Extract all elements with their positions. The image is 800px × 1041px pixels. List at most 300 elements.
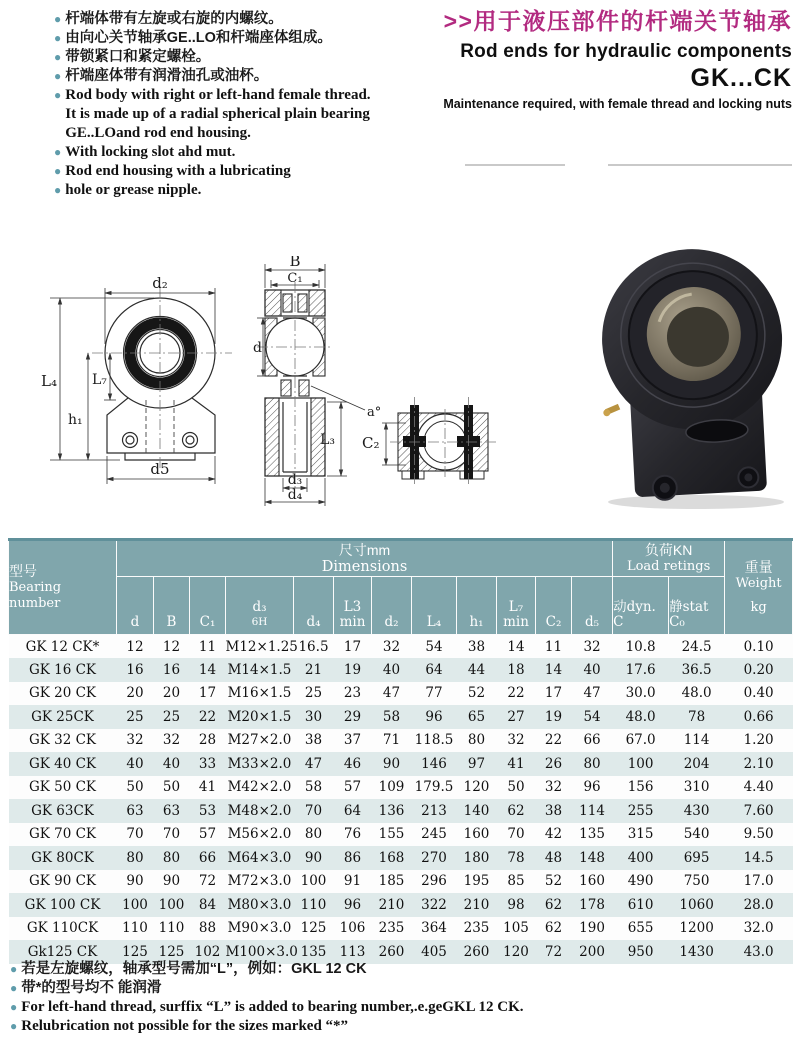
value-cell: 270 [421, 849, 447, 866]
bearing-number-cell: GK 20 CK [28, 685, 97, 702]
intro-bullet [54, 162, 384, 181]
value-cell: 41 [198, 779, 217, 796]
value-cell: 58 [304, 779, 323, 796]
value-cell: 20 [126, 685, 144, 702]
table-row [9, 776, 793, 800]
value-cell: 185 [378, 873, 405, 890]
value-cell: 23 [343, 685, 362, 702]
value-cell: 260 [463, 943, 490, 960]
value-cell: 260 [378, 943, 405, 960]
value-cell: 17.0 [743, 873, 774, 890]
value-cell: 32 [507, 732, 525, 749]
value-cell: 1200 [679, 920, 714, 937]
value-cell: 11 [198, 638, 217, 655]
value-cell: 235 [378, 920, 405, 937]
dim-label-d2: d₂ [152, 274, 168, 292]
value-cell: 91 [343, 873, 362, 890]
bullet-dot-icon: ● [54, 183, 62, 197]
value-cell: 26 [544, 755, 563, 772]
value-cell: 40 [126, 755, 144, 772]
value-cell: 80 [583, 755, 601, 772]
value-cell: 84 [198, 896, 217, 913]
bullet-dot-icon: ● [54, 12, 62, 26]
intro-bullet [54, 105, 384, 124]
value-cell: 105 [503, 920, 529, 937]
footnote-text: 带*的型号均不 能润滑 [21, 980, 162, 996]
bullet-dot-icon: ● [54, 50, 62, 64]
top-view-drawing [360, 383, 500, 501]
value-cell: 0.40 [743, 685, 774, 702]
intro-bullet-text: GE..LOand rod end housing. [65, 125, 251, 141]
value-cell: 65 [467, 708, 486, 725]
value-cell: 90 [304, 849, 323, 866]
bullet-dot-icon: ● [10, 981, 18, 995]
value-cell: 204 [683, 755, 710, 772]
value-cell: 4.40 [743, 779, 774, 796]
value-cell: 310 [683, 779, 710, 796]
bullet-dot-icon: ● [54, 31, 62, 45]
value-cell: 63 [126, 802, 144, 819]
value-cell: 405 [421, 943, 447, 960]
bullet-dot-icon: ● [54, 145, 62, 159]
column-header: L₇ min [497, 577, 536, 635]
footnote [10, 960, 650, 979]
intro-list [54, 10, 384, 200]
column-header: L₄ [412, 577, 457, 635]
value-cell: 102 [194, 943, 221, 960]
value-cell: 64 [343, 802, 362, 819]
value-cell: 30 [304, 708, 323, 725]
intro-bullet [54, 10, 384, 29]
bearing-number-cell: GK 32 CK [28, 732, 97, 749]
value-cell: 70 [304, 802, 323, 819]
bearing-number-cell: GK 100 CK [24, 896, 101, 913]
value-cell: 33 [198, 755, 217, 772]
value-cell: 32 [126, 732, 144, 749]
value-cell: 25 [304, 685, 323, 702]
value-cell: M48×2.0 [227, 802, 292, 819]
column-header: d₅ [572, 577, 613, 635]
value-cell: M14×1.5 [227, 661, 292, 678]
value-cell: 21 [304, 661, 323, 678]
column-header: d₃ 6H [226, 577, 294, 635]
value-cell: 90 [126, 873, 144, 890]
bullet-dot-icon: ● [54, 69, 62, 83]
value-cell: 18 [507, 661, 525, 678]
value-cell: 125 [122, 943, 148, 960]
value-cell: 80 [304, 826, 323, 843]
value-cell: M20×1.5 [227, 708, 292, 725]
table-row [9, 846, 793, 870]
value-cell: 70 [162, 826, 181, 843]
value-cell: 106 [339, 920, 366, 937]
intro-bullet [54, 86, 384, 105]
value-cell: 0.10 [743, 638, 774, 655]
bearing-number-cell: GK 50 CK [28, 779, 97, 796]
intro-bullet [54, 143, 384, 162]
value-cell: M100×3.0 [225, 943, 298, 960]
value-cell: 146 [421, 755, 447, 772]
value-cell: 430 [683, 802, 710, 819]
dim-label-d: d [253, 340, 262, 356]
intro-bullet-text: It is made up of a radial spherical plain bearing [65, 106, 370, 122]
model-designation: GK...CK [690, 64, 792, 92]
footnote-text: Relubrication not possible for the sizes marked “*” [21, 1018, 349, 1034]
value-cell: 245 [421, 826, 447, 843]
dim-label-d3: d₃ [287, 472, 303, 488]
value-cell: 296 [421, 873, 447, 890]
value-cell: 19 [343, 661, 362, 678]
value-cell: 77 [425, 685, 443, 702]
value-cell: 44 [467, 661, 486, 678]
table-row [9, 917, 793, 941]
value-cell: 14 [544, 661, 563, 678]
value-cell: 88 [198, 920, 217, 937]
value-cell: 25 [126, 708, 144, 725]
value-cell: 315 [627, 826, 654, 843]
value-cell: 210 [463, 896, 490, 913]
table-row [9, 682, 793, 706]
column-header: B [154, 577, 190, 635]
column-header: C₂ [536, 577, 572, 635]
intro-bullet [54, 29, 384, 48]
value-cell: M33×2.0 [227, 755, 292, 772]
bearing-number-header: 型号 Bearing number [9, 540, 117, 635]
value-cell: 86 [343, 849, 362, 866]
bearing-number-cell: GK 40 CK [28, 755, 97, 772]
column-header: d [117, 577, 154, 635]
value-cell: 67.0 [625, 732, 656, 749]
value-cell: 30.0 [625, 685, 656, 702]
value-cell: 178 [579, 896, 605, 913]
value-cell: 11 [544, 638, 563, 655]
footnote [10, 1017, 650, 1036]
intro-bullet [54, 67, 384, 86]
value-cell: 148 [579, 849, 605, 866]
value-cell: 90 [382, 755, 401, 772]
dim-label-B: B [289, 256, 301, 270]
value-cell: 48.0 [681, 685, 712, 702]
value-cell: 1430 [679, 943, 714, 960]
notes-list [10, 960, 650, 1036]
value-cell: 7.60 [743, 802, 774, 819]
value-cell: 53 [198, 802, 217, 819]
value-cell: 40 [583, 661, 601, 678]
value-cell: 16 [162, 661, 181, 678]
intro-bullet [54, 181, 384, 200]
dim-label-C1: C₁ [287, 271, 303, 286]
value-cell: 100 [158, 896, 185, 913]
value-cell: 125 [158, 943, 185, 960]
value-cell: 100 [122, 896, 148, 913]
value-cell: 322 [421, 896, 447, 913]
divider-line-right [608, 164, 792, 166]
value-cell: 96 [583, 779, 601, 796]
value-cell: 179.5 [414, 779, 454, 796]
table-row [9, 893, 793, 917]
table-row [9, 729, 793, 753]
intro-bullet-text: Rod end housing with a lubricating [65, 163, 291, 179]
intro-bullet-text: Rod body with right or left-hand female thread. [65, 87, 371, 103]
value-cell: 180 [463, 849, 490, 866]
value-cell: 32 [583, 638, 601, 655]
dim-label-L4: L₄ [41, 372, 57, 390]
value-cell: 20 [162, 685, 181, 702]
value-cell: 32.0 [743, 920, 774, 937]
value-cell: 50 [507, 779, 525, 796]
value-cell: 12 [162, 638, 181, 655]
bearing-number-cell: GK 16 CK [28, 661, 97, 678]
value-cell: 114 [683, 732, 710, 749]
value-cell: 63 [162, 802, 181, 819]
value-cell: 47 [583, 685, 601, 702]
value-cell: 210 [378, 896, 405, 913]
value-cell: 16 [126, 661, 144, 678]
value-cell: 156 [627, 779, 654, 796]
value-cell: 58 [382, 708, 401, 725]
value-cell: 76 [343, 826, 362, 843]
value-cell: 16.5 [298, 638, 329, 655]
value-cell: 110 [122, 920, 148, 937]
value-cell: 114 [579, 802, 605, 819]
table-subheader-row [9, 577, 793, 635]
value-cell: 29 [343, 708, 362, 725]
value-cell: 195 [463, 873, 490, 890]
bearing-number-cell: GK 63CK [31, 802, 94, 819]
value-cell: 540 [683, 826, 710, 843]
value-cell: 98 [507, 896, 525, 913]
dim-label-d4: d₄ [287, 487, 303, 503]
value-cell: 57 [343, 779, 362, 796]
value-cell: 12 [126, 638, 144, 655]
footnote [10, 979, 650, 998]
value-cell: 80 [126, 849, 144, 866]
value-cell: 100 [300, 873, 327, 890]
value-cell: 655 [627, 920, 654, 937]
value-cell: 22 [198, 708, 217, 725]
table-row [9, 823, 793, 847]
value-cell: 28 [198, 732, 217, 749]
value-cell: 80 [162, 849, 181, 866]
intro-bullet-text: 带锁紧口和紧定螺栓。 [65, 49, 211, 65]
dim-label-a: a° [367, 405, 382, 420]
dim-label-d5: d5 [150, 460, 170, 478]
column-header: C₁ [190, 577, 226, 635]
value-cell: 38 [544, 802, 563, 819]
bullet-dot-icon: ● [54, 88, 62, 102]
value-cell: 43.0 [743, 943, 774, 960]
value-cell: 610 [627, 896, 654, 913]
bullet-dot-icon: ● [10, 1019, 18, 1033]
bullet-dot-icon: ● [10, 962, 18, 976]
value-cell: 38 [467, 638, 486, 655]
value-cell: 120 [463, 779, 490, 796]
bearing-number-cell: GK 25CK [31, 708, 94, 725]
value-cell: 37 [343, 732, 362, 749]
bearing-number-cell: GK 80CK [31, 849, 94, 866]
value-cell: 28.0 [743, 896, 774, 913]
column-header: L3 min [334, 577, 372, 635]
value-cell: 71 [382, 732, 401, 749]
value-cell: 14 [507, 638, 525, 655]
value-cell: M12×1.25 [225, 638, 298, 655]
value-cell: 160 [463, 826, 490, 843]
value-cell: 0.20 [743, 661, 774, 678]
bullet-dot-icon: ● [54, 164, 62, 178]
value-cell: 17 [198, 685, 217, 702]
value-cell: 27 [507, 708, 525, 725]
value-cell: 255 [627, 802, 654, 819]
value-cell: 0.66 [743, 708, 774, 725]
intro-bullet-text: With locking slot ahd mut. [65, 144, 236, 160]
value-cell: 52 [467, 685, 486, 702]
intro-bullet [54, 124, 384, 143]
value-cell: 32 [544, 779, 563, 796]
value-cell: 78 [688, 708, 706, 725]
value-cell: 22 [544, 732, 563, 749]
value-cell: 85 [507, 873, 525, 890]
value-cell: 200 [579, 943, 605, 960]
front-view-drawing [40, 258, 275, 503]
table-row [9, 752, 793, 776]
value-cell: 66 [583, 732, 601, 749]
value-cell: 48.0 [625, 708, 656, 725]
value-cell: 78 [507, 849, 525, 866]
value-cell: 400 [627, 849, 654, 866]
dimensions-header: 尺寸mm Dimensions [117, 540, 613, 577]
value-cell: 14.5 [743, 849, 774, 866]
value-cell: 42 [544, 826, 563, 843]
column-header: d₂ [372, 577, 412, 635]
value-cell: 46 [343, 755, 362, 772]
value-cell: 48 [544, 849, 563, 866]
value-cell: 24.5 [681, 638, 712, 655]
value-cell: 90 [162, 873, 181, 890]
value-cell: 96 [425, 708, 443, 725]
page-title-zh: >>用于液压部件的杆端关节轴承 [443, 8, 792, 34]
value-cell: 41 [507, 755, 525, 772]
dim-label-C2: C₂ [362, 434, 380, 452]
value-cell: 32 [382, 638, 401, 655]
value-cell: 1.20 [743, 732, 774, 749]
page-title-en: Rod ends for hydraulic components [460, 41, 792, 62]
value-cell: 64 [425, 661, 443, 678]
value-cell: M42×2.0 [227, 779, 292, 796]
value-cell: 50 [162, 779, 181, 796]
value-cell: 190 [579, 920, 605, 937]
bearing-number-cell: Gk125 CK [27, 943, 98, 960]
title-block [443, 8, 792, 111]
value-cell: 80 [467, 732, 486, 749]
column-header: 静stat C₀ [669, 577, 725, 635]
bearing-number-cell: GK 90 CK [28, 873, 97, 890]
value-cell: 140 [463, 802, 490, 819]
table-row [9, 635, 793, 659]
divider-line-left [465, 164, 565, 166]
value-cell: 1060 [679, 896, 714, 913]
value-cell: 118.5 [414, 732, 454, 749]
value-cell: 14 [198, 661, 217, 678]
intro-bullet-text: 由向心关节轴承GE..LO和杆端座体组成。 [65, 30, 332, 46]
value-cell: 54 [583, 708, 601, 725]
value-cell: M72×3.0 [227, 873, 292, 890]
value-cell: 110 [300, 896, 327, 913]
value-cell: 17 [343, 638, 362, 655]
value-cell: 155 [378, 826, 405, 843]
value-cell: M16×1.5 [227, 685, 292, 702]
spec-table [8, 538, 793, 964]
value-cell: 72 [544, 943, 563, 960]
table-row [9, 705, 793, 729]
value-cell: 40 [382, 661, 401, 678]
value-cell: 66 [198, 849, 217, 866]
value-cell: 136 [378, 802, 405, 819]
value-cell: 695 [683, 849, 710, 866]
value-cell: M80×3.0 [227, 896, 292, 913]
column-header: 动dyn. C [613, 577, 669, 635]
value-cell: 72 [198, 873, 217, 890]
footnote [10, 998, 650, 1017]
table-body [9, 635, 793, 964]
column-header: d₄ [294, 577, 334, 635]
value-cell: 100 [627, 755, 654, 772]
value-cell: 70 [507, 826, 525, 843]
value-cell: 19 [544, 708, 563, 725]
table-row [9, 799, 793, 823]
value-cell: 235 [463, 920, 490, 937]
value-cell: 32 [162, 732, 181, 749]
value-cell: 62 [507, 802, 525, 819]
value-cell: 47 [382, 685, 401, 702]
value-cell: 109 [378, 779, 405, 796]
value-cell: 38 [304, 732, 323, 749]
value-cell: 97 [467, 755, 486, 772]
value-cell: 364 [421, 920, 447, 937]
intro-bullet [54, 48, 384, 67]
value-cell: 54 [425, 638, 443, 655]
value-cell: M56×2.0 [227, 826, 292, 843]
load-ratings-header: 负荷KN Load retings [613, 540, 725, 577]
value-cell: 47 [304, 755, 323, 772]
value-cell: 9.50 [743, 826, 774, 843]
value-cell: 96 [343, 896, 362, 913]
value-cell: 62 [544, 920, 563, 937]
value-cell: M90×3.0 [227, 920, 292, 937]
value-cell: 36.5 [681, 661, 712, 678]
value-cell: 2.10 [743, 755, 774, 772]
value-cell: 750 [683, 873, 710, 890]
value-cell: 135 [579, 826, 605, 843]
value-cell: 10.8 [625, 638, 656, 655]
dim-label-L3: L₃ [320, 432, 335, 448]
product-photo [596, 236, 796, 511]
value-cell: 62 [544, 896, 563, 913]
value-cell: M27×2.0 [227, 732, 292, 749]
intro-bullet-text: 杆端体带有左旋或右旋的内螺纹。 [65, 11, 283, 27]
dim-label-h1: h₁ [68, 412, 83, 428]
value-cell: 490 [627, 873, 654, 890]
value-cell: 57 [198, 826, 217, 843]
value-cell: 25 [162, 708, 181, 725]
page-subtitle: Maintenance required, with female thread and locking nuts [443, 97, 792, 111]
value-cell: 40 [162, 755, 181, 772]
value-cell: 17 [544, 685, 563, 702]
intro-bullet-text: hole or grease nipple. [65, 182, 202, 198]
bearing-number-cell: GK 110CK [26, 920, 99, 937]
bullet-dot-icon: ● [10, 1000, 18, 1014]
value-cell: 160 [579, 873, 605, 890]
value-cell: 110 [158, 920, 185, 937]
